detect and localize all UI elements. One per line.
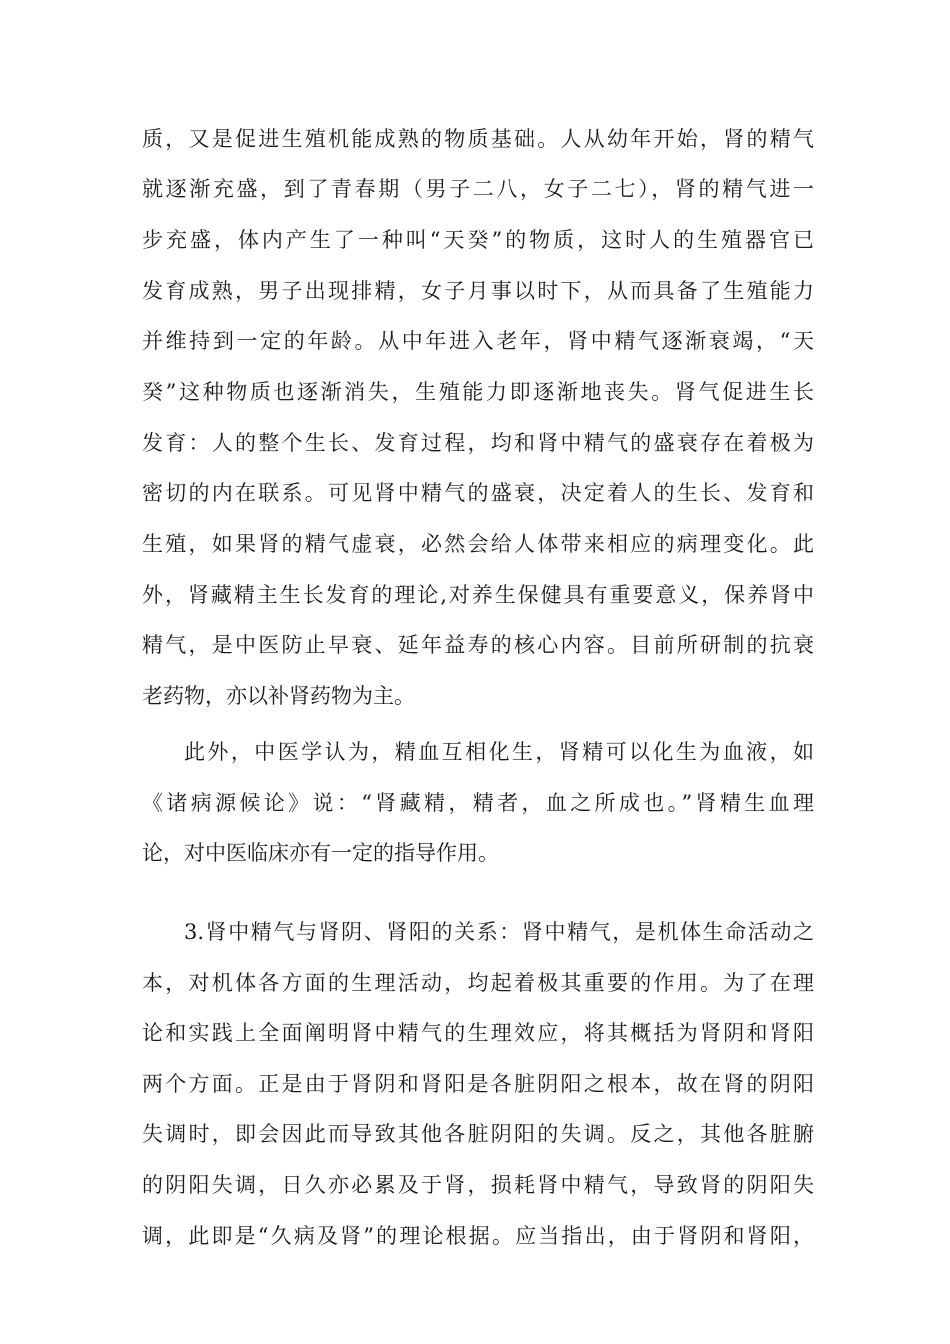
text-line: 老药物，亦以补肾药物为主。 [142,684,415,708]
text-line: 生殖，如果肾的精气虚衰，必然会给人体带来相应的病理变化。此 [142,532,814,556]
text-line: 此外，中医学认为，精血互相化生，肾精可以化生为血液，如 [184,740,814,764]
text-line: 本，对机体各方面的生理活动，均起着极其重要的作用。为了在理 [142,971,814,995]
text-line: 就逐渐充盛，到了青春期（男子二八，女子二七），肾的精气进一 [142,177,814,201]
text-line: 密切的内在联系。可见肾中精气的盛衰，决定着人的生长、发育和 [142,481,814,505]
text-line: 发育：人的整个生长、发育过程，均和肾中精气的盛衰存在着极为 [142,431,814,455]
text-line: 的阴阳失调，日久亦必累及于肾，损耗肾中精气，导致肾的阴阳失 [142,1173,814,1197]
text-line: 发育成熟，男子出现排精，女子月事以时下，从而具备了生殖能力 [142,279,814,303]
text-line: 癸”这种物质也逐渐消失，生殖能力即逐渐地丧失。肾气促进生长 [142,380,814,404]
text-line: 《诸病源候论》说：“肾藏精，精者，血之所成也。”肾精生血理 [142,791,814,815]
text-line: 论，对中医临床亦有一定的指导作用。 [142,841,499,865]
text-line: 调，此即是“久病及肾”的理论根据。应当指出，由于肾阴和肾阳， [142,1224,814,1248]
text-line: 步充盛，体内产生了一种叫“天癸”的物质，这时人的生殖器官已 [142,228,814,252]
text-line: 外，肾藏精主生长发育的理论,对养生保健具有重要意义，保养肾中 [142,583,814,607]
text-line: 精气，是中医防止早衰、延年益寿的核心内容。目前所研制的抗衰 [142,633,814,657]
text-line: 质，又是促进生殖机能成熟的物质基础。人从幼年开始，肾的精气 [142,127,814,151]
text-line: 两个方面。正是由于肾阴和肾阳是各脏阴阳之根本，故在肾的阴阳 [142,1072,814,1096]
text-line: 论和实践上全面阐明肾中精气的生理效应，将其概括为肾阴和肾阳 [142,1021,814,1045]
text-line: 3.肾中精气与肾阴、肾阳的关系：肾中精气，是机体生命活动之 [184,920,814,944]
text-line: 并维持到一定的年龄。从中年进入老年，肾中精气逐渐衰竭，“天 [142,329,814,353]
text-line: 失调时，即会因此而导致其他各脏阴阳的失调。反之，其他各脏腑 [142,1122,814,1146]
